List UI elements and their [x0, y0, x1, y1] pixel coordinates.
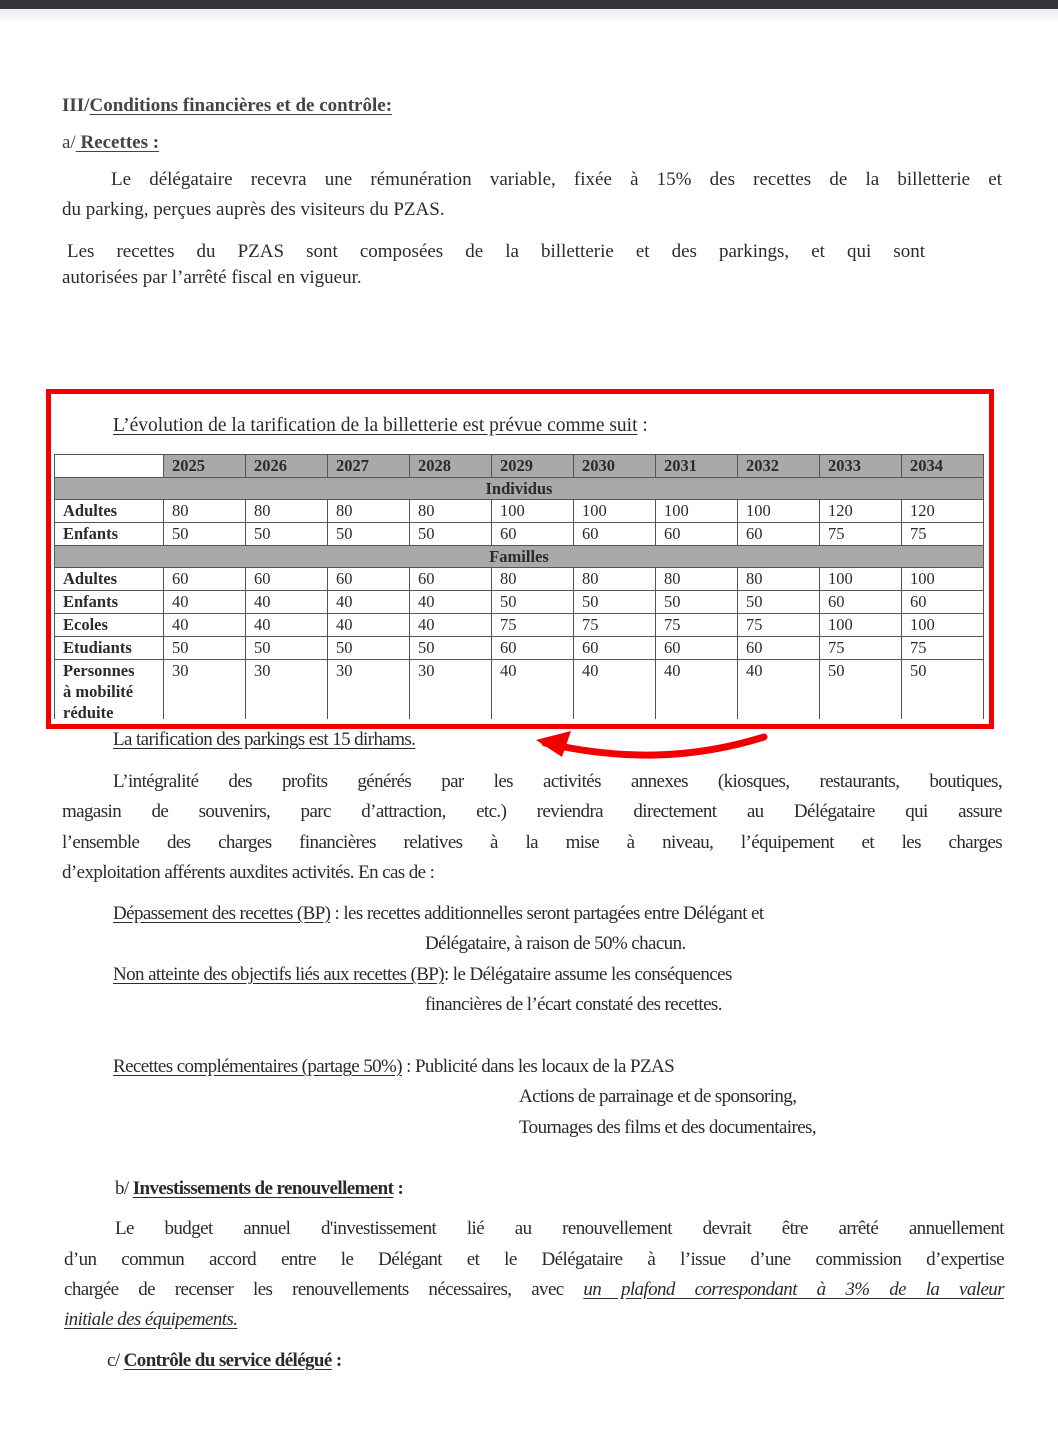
price-cell: 75: [820, 523, 902, 546]
case-depassement-label: Dépassement des recettes (BP): [113, 903, 331, 924]
price-cell: 80: [328, 500, 410, 523]
price-cell: 40: [246, 614, 328, 637]
section-number: III/: [62, 95, 90, 116]
group-row: [55, 546, 984, 568]
row-label: Enfants: [55, 591, 164, 614]
price-cell: 60: [902, 591, 984, 614]
invest-line1: Le budget annuel d'investissement lié au renouvellement devrait être arrêté annuellement: [115, 1218, 1004, 1239]
price-cell: 30: [246, 660, 328, 720]
row-label: Ecoles: [55, 614, 164, 637]
price-cell: 60: [328, 568, 410, 591]
year-header: 2033: [820, 455, 902, 478]
price-cell: 50: [410, 523, 492, 546]
price-cell: 40: [410, 591, 492, 614]
recettes-complementaires: [113, 1055, 674, 1079]
case-depassement-text: : les recettes additionnelles seront partagées entre Délégant et: [330, 903, 764, 924]
price-cell: 60: [164, 568, 246, 591]
price-cell: 50: [328, 637, 410, 660]
table-caption-text: L’évolution de la tarification de la billetterie est prévue comme suit: [113, 415, 638, 436]
subsection-recettes: [62, 131, 159, 155]
year-header: 2026: [246, 455, 328, 478]
price-cell: 120: [820, 500, 902, 523]
recettes-para2-line2: autorisées par l’arrêté fiscal en vigueur.: [62, 267, 362, 288]
arrow-shaft: [545, 737, 764, 755]
table-row: [55, 591, 984, 614]
invest-plafond-italic: un plafond correspondant à 3% de la valeur: [583, 1279, 1004, 1300]
price-cell: 50: [246, 523, 328, 546]
parking-tarif: [113, 728, 415, 752]
price-cell: 40: [328, 591, 410, 614]
section-heading: [62, 94, 392, 118]
price-cell: 80: [164, 500, 246, 523]
table-row: [55, 568, 984, 591]
table-row: [55, 523, 984, 546]
table-row: [55, 614, 984, 637]
price-cell: 40: [328, 614, 410, 637]
invest-line4: [64, 1308, 237, 1332]
price-cell: 40: [656, 660, 738, 720]
price-cell: 40: [164, 614, 246, 637]
year-header: 2025: [164, 455, 246, 478]
price-cell: 120: [902, 500, 984, 523]
subsection-prefix: a/: [62, 132, 76, 153]
price-cell: 100: [738, 500, 820, 523]
price-cell: 60: [656, 637, 738, 660]
price-cell: 75: [492, 614, 574, 637]
subsection-prefix: b/: [115, 1178, 133, 1199]
recettes-complementaires-sep: :: [401, 1056, 415, 1077]
price-cell: 50: [656, 591, 738, 614]
group-label: Individus: [55, 478, 984, 500]
price-cell: 80: [492, 568, 574, 591]
case-non-atteinte-label: Non atteinte des objectifs liés aux recettes (BP): [113, 964, 444, 985]
price-cell: 100: [902, 568, 984, 591]
price-cell: 100: [574, 500, 656, 523]
price-cell: 30: [328, 660, 410, 720]
table-row: [55, 660, 984, 720]
recettes-para1-line1: Le délégataire recevra une rémunération variable, fixée à 15% des recettes de la billetterie et: [111, 169, 1002, 190]
price-cell: 50: [492, 591, 574, 614]
parking-tarif-text: La tarification des parkings est 15 dirhams.: [113, 729, 416, 750]
price-cell: 100: [656, 500, 738, 523]
subsection-title: Investissements de renouvellement: [132, 1178, 394, 1199]
price-cell: 80: [246, 500, 328, 523]
price-cell: 50: [328, 523, 410, 546]
table-row: [55, 500, 984, 523]
table-row: [55, 637, 984, 660]
case-non-atteinte: [113, 963, 732, 987]
subsection-title: Recettes :: [75, 132, 160, 153]
annexes-line3: l’ensemble des charges financières relatives à la mise à niveau, l’équipement et les charges: [62, 832, 1002, 853]
year-header: 2032: [738, 455, 820, 478]
year-header: 2030: [574, 455, 656, 478]
row-label: [55, 660, 164, 720]
price-cell: 50: [164, 637, 246, 660]
price-cell: 50: [738, 591, 820, 614]
price-cell: 50: [902, 660, 984, 720]
row-label-line: Personnes: [63, 661, 135, 680]
row-label: Adultes: [55, 500, 164, 523]
price-cell: 75: [902, 637, 984, 660]
complementaire-item: Publicité dans les locaux de la PZAS: [414, 1056, 675, 1077]
arrow-head: [536, 731, 571, 757]
price-cell: 75: [656, 614, 738, 637]
viewer-top-shadow: [0, 9, 1058, 23]
invest-line3-text: chargée de recenser les renouvellements nécessaires, avec: [64, 1279, 584, 1300]
price-cell: 75: [902, 523, 984, 546]
invest-line4-italic: initiale des équipements.: [64, 1309, 238, 1330]
row-label-line: à mobilité: [63, 682, 134, 701]
table-header-blank: [55, 455, 164, 478]
price-cell: 40: [738, 660, 820, 720]
price-cell: 80: [410, 500, 492, 523]
price-cell: 50: [820, 660, 902, 720]
annexes-line1: L’intégralité des profits générés par les activités annexes (kiosques, restaurants, boutiques,: [113, 771, 1002, 792]
price-cell: 60: [574, 523, 656, 546]
price-cell: 100: [492, 500, 574, 523]
price-cell: 60: [410, 568, 492, 591]
price-cell: 75: [820, 637, 902, 660]
price-cell: 50: [246, 637, 328, 660]
price-cell: 100: [820, 614, 902, 637]
price-cell: 75: [738, 614, 820, 637]
case-non-atteinte-text: : le Délégataire assume les conséquences: [443, 964, 732, 985]
complementaire-item: Actions de parrainage et de sponsoring,: [519, 1086, 797, 1107]
price-cell: 60: [492, 523, 574, 546]
year-header: 2031: [656, 455, 738, 478]
price-cell: 80: [574, 568, 656, 591]
case-non-atteinte-text2: financières de l’écart constaté des recettes.: [425, 994, 722, 1015]
price-cell: 40: [164, 591, 246, 614]
recettes-para1-line2: du parking, perçues auprès des visiteurs du PZAS.: [62, 199, 445, 220]
price-cell: 80: [656, 568, 738, 591]
recettes-complementaires-label: Recettes complémentaires (partage 50%): [113, 1056, 402, 1077]
price-cell: 100: [902, 614, 984, 637]
price-cell: 100: [820, 568, 902, 591]
group-label: Familles: [55, 546, 984, 568]
table-caption-colon: :: [637, 415, 648, 436]
price-cell: 60: [492, 637, 574, 660]
subsection-suffix: :: [331, 1350, 342, 1371]
complementaire-item: Tournages des films et des documentaires,: [519, 1117, 816, 1138]
subsection-suffix: :: [393, 1178, 404, 1199]
price-cell: 50: [574, 591, 656, 614]
row-label-line: réduite: [63, 703, 114, 719]
row-label: Etudiants: [55, 637, 164, 660]
row-label: Adultes: [55, 568, 164, 591]
price-cell: 60: [738, 637, 820, 660]
case-depassement-text2: Délégataire, à raison de 50% chacun.: [425, 933, 686, 954]
year-header: 2034: [902, 455, 984, 478]
price-cell: 50: [410, 637, 492, 660]
price-cell: 80: [738, 568, 820, 591]
group-row: [55, 478, 984, 500]
price-cell: 40: [492, 660, 574, 720]
subsection-title: Contrôle du service délégué: [123, 1350, 332, 1371]
tarif-table: [54, 454, 984, 719]
price-cell: 60: [738, 523, 820, 546]
year-header: 2027: [328, 455, 410, 478]
invest-line3: [64, 1278, 1004, 1302]
price-cell: 30: [410, 660, 492, 720]
price-cell: 40: [410, 614, 492, 637]
price-cell: 30: [164, 660, 246, 720]
price-cell: 50: [164, 523, 246, 546]
price-cell: 60: [246, 568, 328, 591]
subsection-controle: [107, 1349, 342, 1373]
table-header-row: [55, 455, 984, 478]
price-cell: 60: [820, 591, 902, 614]
year-header: 2029: [492, 455, 574, 478]
subsection-prefix: c/: [107, 1350, 124, 1371]
year-header: 2028: [410, 455, 492, 478]
invest-line2: d’un commun accord entre le Délégant et le Délégataire à l’issue d’une commission d’expertise: [64, 1249, 1004, 1270]
section-title: Conditions financières et de contrôle:: [89, 95, 393, 116]
subsection-investissements: [115, 1177, 403, 1201]
price-cell: 75: [574, 614, 656, 637]
recettes-para2-line1: Les recettes du PZAS sont composées de la billetterie et des parkings, et qui sont: [67, 241, 925, 262]
price-cell: 40: [246, 591, 328, 614]
price-cell: 60: [574, 637, 656, 660]
annexes-line4: d’exploitation afférents auxdites activités. En cas de :: [62, 862, 435, 883]
price-cell: 40: [574, 660, 656, 720]
annexes-line2: magasin de souvenirs, parc d’attraction, etc.) reviendra directement au Délégataire qui assure: [62, 801, 1002, 822]
table-clip: [51, 394, 984, 719]
price-cell: 60: [656, 523, 738, 546]
row-label: Enfants: [55, 523, 164, 546]
viewer-top-bar: [0, 0, 1058, 9]
case-depassement: [113, 902, 764, 926]
